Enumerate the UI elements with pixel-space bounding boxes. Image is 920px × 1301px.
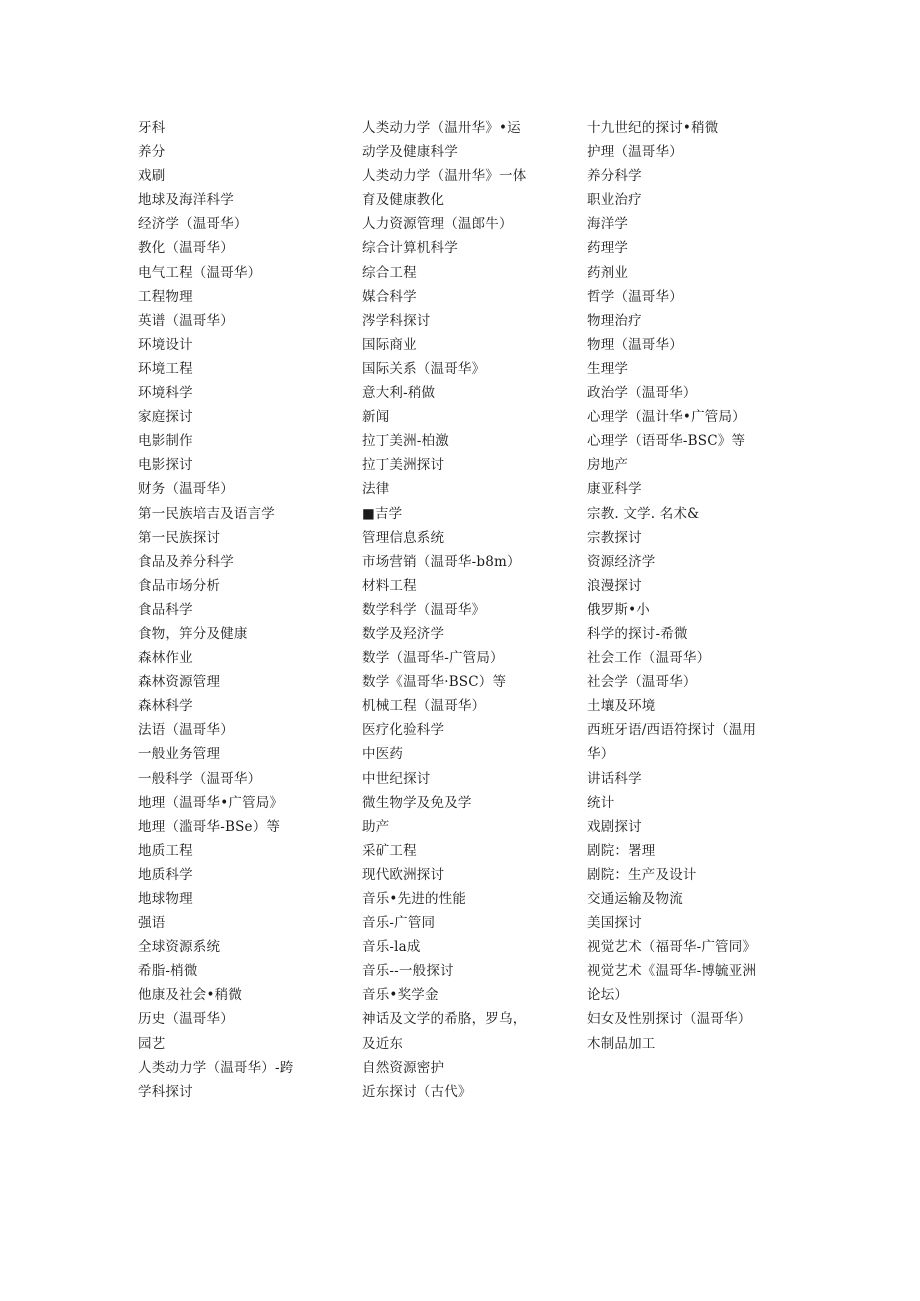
program-list-item: 地质科学 — [138, 866, 193, 883]
program-list-item: 华） — [587, 746, 615, 763]
program-list-item: 园艺 — [138, 1035, 166, 1052]
program-list-item: 材料工程 — [362, 577, 417, 594]
program-list-item: 媒合科学 — [362, 288, 417, 305]
program-list-item: 动学及健康科学 — [362, 144, 458, 161]
program-list-item: 地球及海洋科学 — [138, 192, 234, 209]
program-list-item: 人类动力学（温卅华》一体 — [362, 168, 527, 185]
program-list-item: 强语 — [138, 915, 166, 932]
program-list-item: 电影制作 — [138, 433, 193, 450]
program-list-item: 地理（温哥华•广管局》 — [138, 794, 284, 811]
program-list-item: 人力资源管理（温郎牛） — [362, 216, 513, 233]
program-list-item: 木制品加工 — [587, 1035, 656, 1052]
program-list-item: 社会工作（温哥华） — [587, 650, 711, 667]
program-list-item: 全球资源系统 — [138, 939, 221, 956]
program-list-item: 神话及文学的希胳，罗乌， — [362, 1011, 527, 1028]
program-list-item: 食品科学 — [138, 601, 193, 618]
program-list-item: 经济学（温哥华） — [138, 216, 248, 233]
program-list-item: 土壤及环境 — [587, 698, 656, 715]
program-list-item: 音乐--一般探讨 — [362, 963, 454, 980]
program-list-item: 中世纪探讨 — [362, 770, 431, 787]
program-list-item: 教化（温哥华） — [138, 240, 234, 257]
program-list-item: 第一民族探讨 — [138, 529, 221, 546]
program-list-item: 讲话科学 — [587, 770, 642, 787]
program-list-item: 养分科学 — [587, 168, 642, 185]
program-list-item: 心理学（温计华•广管局） — [587, 409, 746, 426]
program-list-item: 十九世纪的探讨•稍微 — [587, 120, 719, 136]
program-list-item: 政治学（温哥华） — [587, 385, 697, 402]
program-list-item: 市场营销（温哥华-b8m） — [362, 553, 521, 570]
program-list-item: 医疗化验科学 — [362, 722, 445, 739]
program-list-item: 统计 — [587, 794, 615, 811]
program-list-item: 一般业务管理 — [138, 746, 221, 763]
program-list-item: 视觉艺术（福哥华-广管同》 — [587, 939, 757, 956]
program-list-item: 食物，笄分及健康 — [138, 625, 248, 642]
program-list-item: 交通运输及物流 — [587, 891, 683, 907]
program-list-item: 拉丁美洲-柏激 — [362, 433, 449, 450]
program-list-item: 环境工程 — [138, 360, 193, 377]
program-list-item: 康亚科学 — [587, 481, 642, 498]
program-list-item: 剧院：生产及设计 — [587, 866, 697, 883]
program-list-item: 国际关系（温哥华》 — [362, 360, 486, 377]
program-list-column-1 — [138, 116, 348, 1104]
program-list-item: 人类动力学（温哥华）-跨 — [138, 1059, 294, 1076]
program-list-item: 拉丁美洲探讨 — [362, 457, 445, 474]
program-list-item: 音乐•奖学金 — [362, 987, 439, 1004]
program-list-item: 戏刷 — [138, 168, 166, 185]
program-list-item: 森林作业 — [138, 650, 193, 667]
program-list-item: 希脂-梢微 — [138, 963, 198, 980]
program-list-item: 他康及社会•稍微 — [138, 987, 243, 1004]
program-list-item: 美国探讨 — [587, 915, 642, 932]
program-list-item: 音乐-广管同 — [362, 915, 436, 932]
program-list-item: 法语（温哥华） — [138, 722, 234, 739]
program-list-item: 物理治疗 — [587, 312, 642, 329]
program-list-item: 生理学 — [587, 360, 629, 377]
program-list-item: 食品及养分科学 — [138, 553, 234, 570]
program-list-item: 育及健康教化 — [362, 192, 445, 209]
program-list-item: 机械工程（温哥华） — [362, 698, 486, 715]
program-list-item: 科学的探讨-希微 — [587, 625, 688, 642]
program-list-item: 数学《温哥华·BSC）等 — [362, 674, 507, 691]
program-list-item: 采矿工程 — [362, 842, 417, 859]
program-list-item: 一般科学（温哥华） — [138, 770, 262, 787]
program-list-item: 养分 — [138, 144, 166, 161]
program-list-item: 国际商业 — [362, 336, 417, 353]
program-list-item: 及近东 — [362, 1035, 404, 1052]
program-list-item: 海洋学 — [587, 216, 629, 233]
program-list-item: 第一民族培吉及语言学 — [138, 505, 275, 522]
program-list-item: 森林资源管理 — [138, 674, 221, 691]
program-list-item: 中医药 — [362, 746, 404, 763]
program-list-item: 剧院：署理 — [587, 842, 656, 859]
program-list-column-2 — [362, 116, 572, 1104]
program-list-item: 数学及羟济学 — [362, 625, 445, 642]
program-list-item: 环境科学 — [138, 385, 193, 402]
program-list-item: 西班牙语/西语符探讨（温用 — [587, 722, 757, 739]
program-list-item: 戏剧探讨 — [587, 818, 642, 835]
program-list-item: 论坛） — [587, 987, 629, 1004]
program-list-item: 助产 — [362, 818, 390, 835]
program-list-item: 宗教. 文学. 名术& — [587, 505, 700, 522]
program-list-item: 职业治疗 — [587, 192, 642, 209]
program-list-item: 电影探讨 — [138, 457, 193, 474]
program-list-item: 财务（温哥华） — [138, 481, 234, 498]
program-list-item: 现代欧洲探讨 — [362, 866, 445, 883]
program-list-item: 音乐•先进的性能 — [362, 891, 467, 907]
program-list-item: 物理（温哥华） — [587, 336, 683, 353]
program-list-item: 涔学科探讨 — [362, 312, 431, 329]
program-list-item: 药理学 — [587, 240, 629, 257]
program-list-item: 护理（温哥华） — [587, 144, 683, 161]
program-list-item: 数学科学（温哥华》 — [362, 601, 486, 618]
program-list-item: 心理学（语哥华-BSC》等 — [587, 433, 746, 450]
program-list-item: 法律 — [362, 481, 390, 498]
program-list-item: 哲学（温哥华） — [587, 288, 683, 305]
program-list-item: 地质工程 — [138, 842, 193, 859]
program-list-item: 地理（滥哥华-BSe）等 — [138, 818, 281, 835]
program-list-item: 浪漫探讨 — [587, 577, 642, 594]
program-list-item: 近东探讨（古代》 — [362, 1083, 472, 1100]
program-list-item: 宗教探讨 — [587, 529, 642, 546]
program-list-item: 电气工程（温哥华） — [138, 264, 262, 281]
program-list-item: 新闻 — [362, 409, 390, 426]
program-list-item: 学科探讨 — [138, 1083, 193, 1100]
program-list-item: 俄罗斯•小 — [587, 601, 650, 618]
program-list-item: 微生物学及免及学 — [362, 794, 472, 811]
program-list-item: 历史（温哥华） — [138, 1011, 234, 1028]
program-list-item: 药剂业 — [587, 264, 629, 281]
program-list-item: 自然资源密护 — [362, 1059, 445, 1076]
program-list-item: 资源经济学 — [587, 553, 656, 570]
program-list-item: 综合计算机科学 — [362, 240, 458, 257]
program-list-item: 房地产 — [587, 457, 629, 474]
program-list-item: 视觉艺术《温哥华-博毓亚洲 — [587, 963, 757, 980]
program-list-item: 意大利-稍做 — [362, 385, 436, 402]
program-list-item: 社会学（温哥华） — [587, 674, 697, 691]
program-list-item: 人类动力学（温卅华》•运 — [362, 120, 521, 136]
program-list-item: 妇女及性别探讨（温哥华） — [587, 1011, 752, 1028]
program-list-item: 地球物理 — [138, 891, 193, 907]
program-list-item: 牙科 — [138, 120, 166, 136]
program-list-item: 英谱（温哥华） — [138, 312, 234, 329]
program-list-item: 音乐-la成 — [362, 939, 421, 956]
program-list-item: 森林科学 — [138, 698, 193, 715]
program-list-item: 数学（温哥华-广管局） — [362, 650, 504, 667]
program-list-item: 家庭探讨 — [138, 409, 193, 426]
program-list-item: 工程物理 — [138, 288, 193, 305]
program-list-item: 食品市场分析 — [138, 577, 221, 594]
program-list-item: 管理信息系统 — [362, 529, 445, 546]
program-list-column-3 — [587, 116, 787, 1056]
program-list-item: ■吉学 — [362, 505, 403, 522]
program-list-item: 环境设计 — [138, 336, 193, 353]
program-list-item: 综合工程 — [362, 264, 417, 281]
